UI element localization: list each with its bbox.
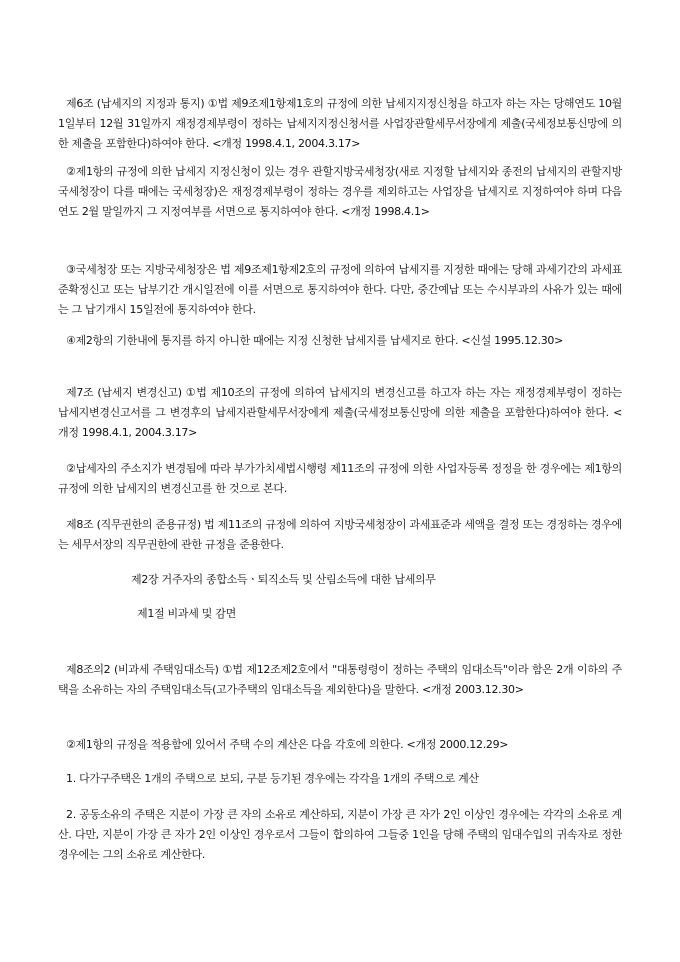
article-8: [58, 515, 622, 555]
article-6-para-1: [58, 94, 622, 154]
paragraph-text: 제6조 (납세지의 지정과 통지) ①법 제9조제1항제1호의 규정에 의한 납세지지정신청을 하고자 하는 자는 당해연도 10월 1일부터 12월 31일까지 재정경제부령이 정하는 납세지지정신청서를 사업장관할세무서장에게 제출(국세정보통신망에 의한 제출을 포함한다)하여야 한다. <개정 1998.4.1, 2004.3.17>: [58, 97, 622, 150]
paragraph-text: ②제1항의 규정을 적용함에 있어서 주택 수의 계산은 다음 각호에 의한다. <개정 2000.12.29>: [66, 738, 509, 751]
paragraph-text: ②제1항의 규정에 의한 납세지 지정신청이 있는 경우 관할지방국세청장(새로 지정할 납세지와 종전의 납세지의 관할지방국세청장이 다를 때에는 국세청장)은 재정경제부령이 정하는 경우를 제외하고는 사업장을 납세지로 지정하여야 하며 다음연도 2월 말일까지 그 지정여부를 서면으로 통지하여야 한다. <개정 1998.4.1>: [58, 165, 622, 218]
paragraph-text: 제7조 (납세지 변경신고) ①법 제10조의 규정에 의하여 납세지의 변경신고를 하고자 하는 자는 재정경제부령이 정하는 납세지변경신고서를 그 변경후의 납세지관할세무서장에게 제출(국세정보통신망에 의한 제출을 포함한다)하여야 한다. <개정 1998.4.1, 2004.3.17>: [58, 386, 622, 439]
section-heading: 제1절 비과세 및 감면: [137, 607, 236, 620]
paragraph-text: 1. 다가구주택은 1개의 주택으로 보되, 구분 등기된 경우에는 각각을 1개의 주택으로 계산: [66, 772, 479, 785]
paragraph-text: 2. 공동소유의 주택은 지분이 가장 큰 자의 소유로 계산하되, 지분이 가장 큰 자가 2인 이상인 경우에는 각각의 소유로 계산. 다만, 지분이 가장 큰 자가 2인 이상인 경우로서 그들이 합의하여 그들중 1인을 당해 주택의 임대수입의 귀속자로 정한 경우에는 그의 소유로 계산한다.: [58, 808, 622, 861]
chapter-heading: 제2장 거주자의 종합소득ㆍ퇴직소득 및 산림소득에 대한 납세의무: [131, 573, 436, 586]
article-6-para-4: [58, 331, 622, 351]
paragraph-text: 제8조 (직무권한의 준용규정) 법 제11조의 규정에 의하여 지방국세청장이 과세표준과 세액을 결정 또는 경정하는 경우에는 세무서장의 직무권한에 관한 규정을 준용한다.: [58, 518, 622, 551]
article-6-para-2: [58, 162, 622, 222]
article-8-2-para-2: [58, 735, 622, 755]
article-7-para-1: [58, 383, 622, 443]
paragraph-text: ④제2항의 기한내에 통지를 하지 아니한 때에는 지정 신청한 납세지를 납세지로 한다. <신설 1995.12.30>: [66, 334, 564, 347]
article-6-para-3: [58, 260, 622, 320]
paragraph-text: ②납세자의 주소지가 변경됨에 따라 부가가치세법시행령 제11조의 규정에 의한 사업자등록 정정을 한 경우에는 제1항의 규정에 의한 납세지의 변경신고를 한 것으로 본다.: [58, 462, 622, 495]
list-item-2: [58, 805, 622, 865]
list-item-1: [58, 769, 622, 789]
paragraph-text: 제8조의2 (비과세 주택임대소득) ①법 제12조제2호에서 "대통령령이 정하는 주택의 임대소득"이라 함은 2개 이하의 주택을 소유하는 자의 주택임대소득(고가주택의 임대소득을 제외한다)을 말한다. <개정 2003.12.30>: [58, 663, 622, 696]
article-8-2-para-1: [58, 660, 622, 700]
paragraph-text: ③국세청장 또는 지방국세청장은 법 제9조제1항제2호의 규정에 의하여 납세지를 지정한 때에는 당해 과세기간의 과세표준확정신고 또는 납부기간 개시일전에 이를 서면으로 통지하여야 한다. 다만, 중간예납 또는 수시부과의 사유가 있는 때에는 그 납기개시 15일전에 통지하여야 한다.: [58, 263, 622, 316]
article-7-para-2: [58, 459, 622, 499]
